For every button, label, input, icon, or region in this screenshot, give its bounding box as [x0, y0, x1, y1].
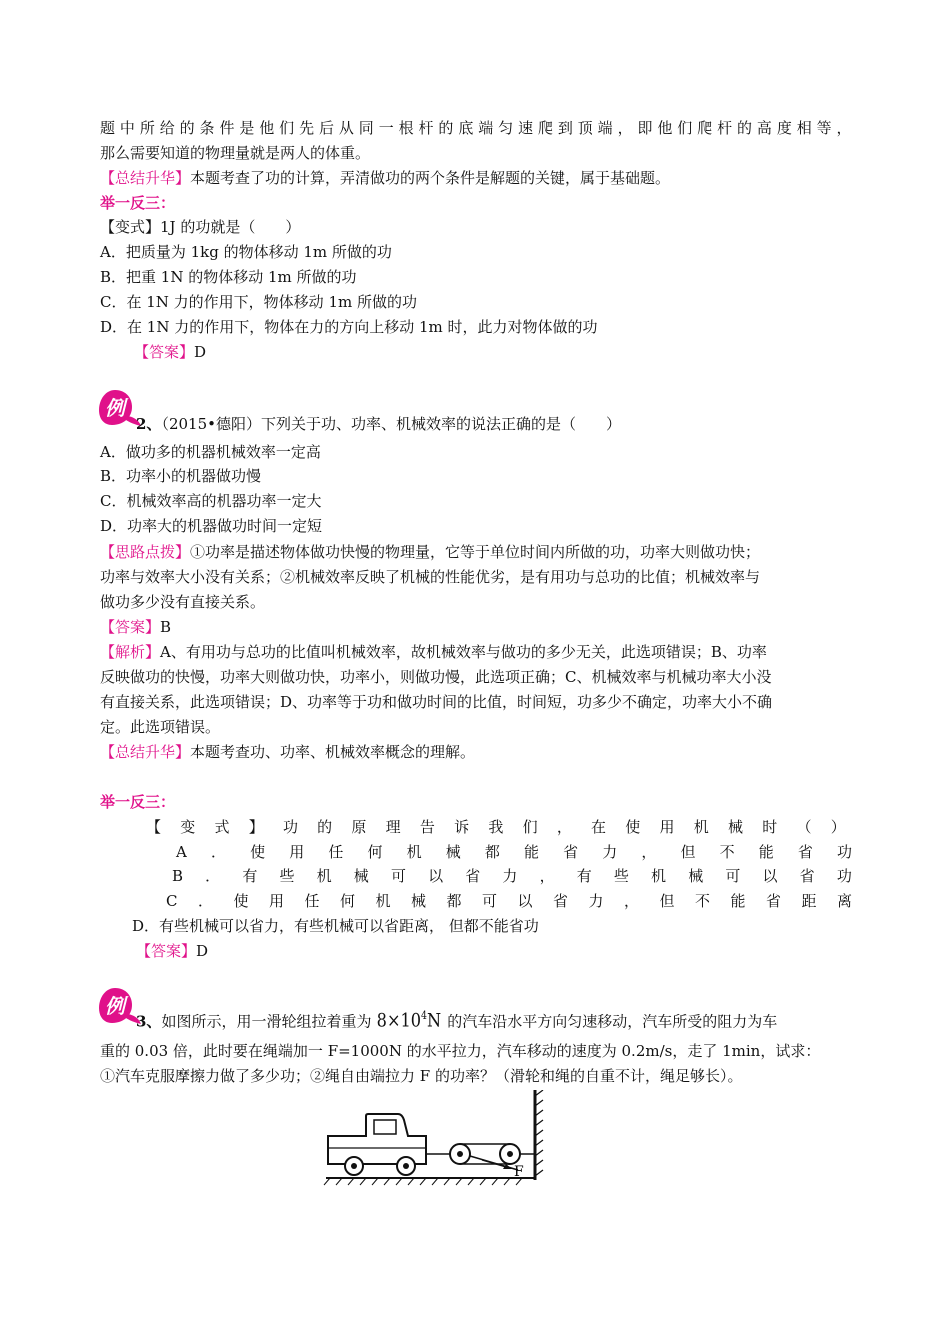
- glyph: 【: [146, 818, 162, 836]
- force-label: F: [514, 1164, 524, 1180]
- glyph: 式: [214, 818, 230, 836]
- glyph: 的: [737, 119, 753, 137]
- glyph: 都: [446, 892, 462, 910]
- glyph: 功: [836, 843, 852, 861]
- example2-answer: [100, 615, 852, 639]
- glyph: 端: [478, 119, 494, 137]
- answer-value: D: [194, 343, 207, 361]
- glyph: 不: [719, 843, 735, 861]
- glyph: 省: [465, 867, 481, 885]
- glyph: 功: [282, 818, 298, 836]
- variant2-option-d: D．有些机械可以省力，有些机械可以省距离， 但都不能省功: [132, 917, 539, 935]
- glyph: 根: [398, 119, 414, 137]
- glyph: 时: [762, 818, 778, 836]
- glyph: 的: [179, 119, 195, 137]
- variant-option-d: D．在 1N 力的作用下，物体在力的方向上移动 1m 时，此力对物体做的功: [100, 318, 598, 336]
- variant2-answer: [136, 939, 888, 963]
- glyph: 离: [836, 892, 852, 910]
- glyph: 用: [659, 818, 675, 836]
- glyph: ．: [205, 867, 221, 885]
- example2-option-d: D．功率大的机器做功时间一定短: [100, 517, 323, 535]
- glyph: 中: [119, 119, 135, 137]
- glyph: 省: [563, 843, 579, 861]
- glyph: 力: [602, 843, 618, 861]
- hint-line-2: 功率与效率大小没有关系；②机械效率反映了机械的性能优劣，是有用功与总功的比值；机械效率与: [100, 568, 761, 586]
- glyph: 们: [677, 119, 693, 137]
- glyph: 顶: [577, 119, 593, 137]
- glyph: 械: [353, 867, 369, 885]
- glyph: 些: [279, 867, 295, 885]
- glyph: 的: [317, 818, 333, 836]
- glyph: ，: [539, 867, 555, 885]
- example2-summary: [100, 740, 852, 764]
- formula-unit: N: [427, 1009, 442, 1032]
- badge-label: 例: [105, 994, 125, 1018]
- glyph: 同: [358, 119, 374, 137]
- glyph: ，: [641, 843, 657, 861]
- example3-number: 3、: [136, 1012, 162, 1031]
- glyph: 件: [219, 119, 235, 137]
- glyph: ，: [617, 119, 633, 137]
- glyph: A: [176, 843, 187, 861]
- glyph: 】: [248, 818, 264, 836]
- glyph: 功: [836, 867, 852, 885]
- glyph: 告: [419, 818, 435, 836]
- example2-option-a: A．做功多的机器机械效率一定高: [100, 443, 321, 461]
- hint-text-1: ①功率是描述物体做功快慢的物理量，它等于单位时间内所做的功，功率大则做功快；: [190, 543, 761, 561]
- glyph: 力: [502, 867, 518, 885]
- glyph: 些: [613, 867, 629, 885]
- hint-line-3: 做功多少没有直接关系。: [100, 593, 266, 611]
- analysis-text-1: A、有用功与总功的比值叫机械效率，故机械效率与做功的多少无关，此选项错误；B、功率: [160, 643, 767, 661]
- glyph: （: [796, 818, 812, 836]
- glyph: 能: [730, 892, 746, 910]
- analysis-line-4: 定。此选项错误。: [100, 718, 221, 736]
- glyph: 杆: [717, 119, 733, 137]
- glyph: 可: [725, 867, 741, 885]
- glyph: 题: [100, 119, 116, 137]
- glyph: 后: [318, 119, 334, 137]
- glyph: 等: [816, 119, 832, 137]
- intro-line-1: [100, 116, 852, 140]
- example3-line-1: [136, 1001, 852, 1036]
- variant-answer: [134, 340, 886, 364]
- glyph: 用: [268, 892, 284, 910]
- glyph: 高: [756, 119, 772, 137]
- glyph: 机: [693, 818, 709, 836]
- variant-heading: 举一反三：: [100, 194, 176, 212]
- glyph: 省: [799, 867, 815, 885]
- example3-line-2: 重的 0.03 倍，此时要在绳端加一 F=1000N 的水平拉力，汽车移动的速度为 0.2m/s，走了 1min，试求：: [100, 1042, 821, 1060]
- example2-text: （2015•德阳）下列关于功、功率、机械效率的说法正确的是（ ）: [161, 415, 621, 433]
- glyph: ，: [836, 119, 852, 137]
- glyph: 条: [199, 119, 215, 137]
- glyph: 能: [523, 843, 539, 861]
- glyph: ，: [556, 818, 572, 836]
- glyph: ．: [197, 892, 213, 910]
- analysis-tag: 【解析】: [100, 643, 161, 661]
- variant-option-a: A．把质量为 1kg 的物体移动 1m 所做的功: [100, 243, 392, 261]
- glyph: 机: [375, 892, 391, 910]
- formula-base: 8×10: [377, 1009, 422, 1032]
- glyph: 但: [659, 892, 675, 910]
- glyph: 省: [765, 892, 781, 910]
- glyph: 理: [385, 818, 401, 836]
- glyph: 他: [657, 119, 673, 137]
- glyph: 能: [758, 843, 774, 861]
- hint-tag: 【思路点拨】: [100, 543, 191, 561]
- summary-tag: 【总结升华】: [100, 169, 191, 187]
- glyph: 以: [428, 867, 444, 885]
- analysis-line-1: [100, 640, 852, 664]
- example3-text-after: 的汽车沿水平方向匀速移动，汽车所受的阻力为车: [447, 1012, 778, 1031]
- answer-tag: 【答案】: [134, 343, 195, 361]
- answer-tag: 【答案】: [100, 618, 161, 636]
- glyph: 底: [458, 119, 474, 137]
- glyph: 使: [233, 892, 249, 910]
- glyph: 给: [159, 119, 175, 137]
- variant-option-c: C．在 1N 力的作用下，物体移动 1m 所做的功: [100, 293, 417, 311]
- intro-summary: [100, 166, 852, 190]
- glyph: 距: [801, 892, 817, 910]
- glyph: 原: [351, 818, 367, 836]
- glyph: 以: [762, 867, 778, 885]
- glyph: 使: [250, 843, 266, 861]
- glyph: 的: [438, 119, 454, 137]
- glyph: 都: [484, 843, 500, 861]
- glyph: B: [172, 867, 184, 885]
- pulley-car-figure: [322, 1090, 552, 1190]
- glyph: 省: [797, 843, 813, 861]
- glyph: 机: [651, 867, 667, 885]
- glyph: 所: [139, 119, 155, 137]
- glyph: 何: [339, 892, 355, 910]
- analysis-line-2: 反映做功的快慢，功率大则做功快，功率小，则做功慢，此选项正确；C、机械效率与机械功率大小没: [100, 668, 772, 686]
- glyph: 但: [680, 843, 696, 861]
- glyph: 械: [410, 892, 426, 910]
- variant-option-b: B．把重 1N 的物体移动 1m 所做的功: [100, 268, 357, 286]
- glyph: 速: [518, 119, 534, 137]
- summary-tag: 【总结升华】: [100, 743, 191, 761]
- glyph: 械: [727, 818, 743, 836]
- glyph: 是: [239, 119, 255, 137]
- glyph: 械: [688, 867, 704, 885]
- glyph: 们: [522, 818, 538, 836]
- glyph: 爬: [697, 119, 713, 137]
- analysis-line-3: 有直接关系，此选项错误；D、功率等于功和做功时间的比值，时间短，功多少不确定，功率大小不确: [100, 693, 773, 711]
- glyph: 使: [625, 818, 641, 836]
- glyph: 度: [776, 119, 792, 137]
- glyph: 变: [180, 818, 196, 836]
- glyph: 他: [259, 119, 275, 137]
- glyph: 端: [597, 119, 613, 137]
- glyph: 到: [557, 119, 573, 137]
- glyph: 力: [588, 892, 604, 910]
- example3-line-3: ①汽车克服摩擦力做了多少功；②绳自由端拉力 F 的功率？（滑轮和绳的自重不计，绳足够长）。: [100, 1067, 743, 1085]
- answer-value: B: [160, 618, 172, 636]
- glyph: 相: [796, 119, 812, 137]
- example2-option-b: B．功率小的机器做功慢: [100, 467, 262, 485]
- glyph: 以: [517, 892, 533, 910]
- glyph: 有: [576, 867, 592, 885]
- glyph: 们: [279, 119, 295, 137]
- glyph: 杆: [418, 119, 434, 137]
- example2-number: 2、: [136, 415, 162, 433]
- summary-text: 本题考查功、功率、机械效率概念的理解。: [190, 743, 476, 761]
- glyph: 我: [488, 818, 504, 836]
- answer-tag: 【答案】: [136, 942, 197, 960]
- glyph: C: [166, 892, 178, 910]
- glyph: 任: [328, 843, 344, 861]
- glyph: 匀: [498, 119, 514, 137]
- variant2-question: [146, 815, 846, 839]
- glyph: 从: [338, 119, 354, 137]
- badge-label: 例: [105, 396, 125, 420]
- glyph: 爬: [537, 119, 553, 137]
- glyph: 可: [481, 892, 497, 910]
- hint-line-1: [100, 540, 852, 564]
- glyph: 即: [637, 119, 653, 137]
- variant-question: 【变式】1J 的功就是（ ）: [100, 218, 301, 236]
- glyph: 省: [552, 892, 568, 910]
- summary-text: 本题考查了功的计算，弄清做功的两个条件是解题的关键，属于基础题。: [190, 169, 671, 187]
- glyph: 械: [445, 843, 461, 861]
- variant2-option-c: [166, 889, 852, 913]
- example2-question: [136, 412, 852, 436]
- glyph: 机: [406, 843, 422, 861]
- glyph: 何: [367, 843, 383, 861]
- glyph: 用: [289, 843, 305, 861]
- glyph: ）: [830, 818, 846, 836]
- weight-formula: [377, 1001, 441, 1035]
- glyph: 可: [390, 867, 406, 885]
- glyph: 在: [591, 818, 607, 836]
- variant2-heading: 举一反三：: [100, 793, 176, 811]
- variant2-option-a: [176, 840, 852, 864]
- intro-line-2: 那么需要知道的物理量就是两人的体重。: [100, 144, 371, 162]
- glyph: ．: [210, 843, 226, 861]
- example3-text-before: 如图所示，用一滑轮组拉着重为: [161, 1012, 372, 1031]
- glyph: 机: [316, 867, 332, 885]
- answer-value: D: [196, 942, 209, 960]
- glyph: 不: [694, 892, 710, 910]
- formula-exponent: 4: [421, 1009, 428, 1022]
- glyph: ，: [623, 892, 639, 910]
- glyph: 有: [242, 867, 258, 885]
- glyph: 任: [304, 892, 320, 910]
- glyph: 一: [378, 119, 394, 137]
- glyph: 先: [299, 119, 315, 137]
- variant2-option-b: [172, 864, 852, 888]
- glyph: 诉: [454, 818, 470, 836]
- example2-option-c: C．机械效率高的机器功率一定大: [100, 492, 322, 510]
